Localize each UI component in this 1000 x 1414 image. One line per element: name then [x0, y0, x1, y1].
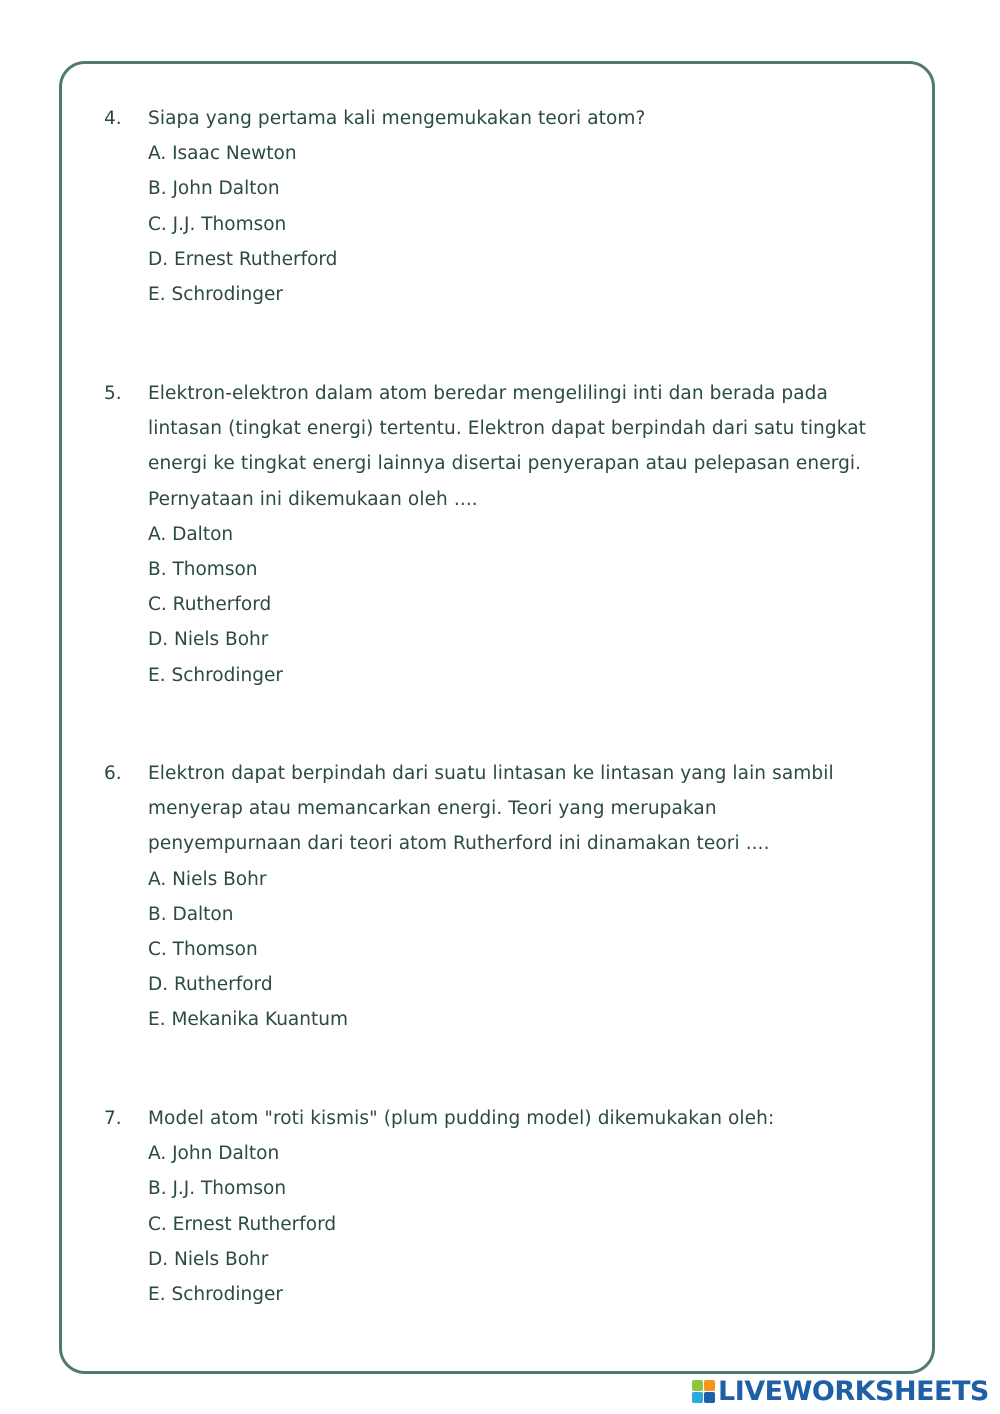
brand-name: LIVEWORKSHEETS	[718, 1375, 989, 1407]
option-a[interactable]: A. Niels Bohr	[148, 868, 267, 890]
question-text-line: lintasan (tingkat energi) tertentu. Elektron dapat berpindah dari satu tingkat	[148, 418, 867, 440]
option-c[interactable]: C. J.J. Thomson	[148, 213, 287, 235]
question-text-line: menyerap atau memancarkan energi. Teori yang merupakan	[148, 798, 717, 820]
question-text-line: Elektron dapat berpindah dari suatu lintasan ke lintasan yang lain sambil	[148, 763, 834, 784]
option-a[interactable]: A. John Dalton	[148, 1143, 280, 1165]
option-d[interactable]: D. Niels Bohr	[148, 629, 269, 651]
question-text-line: Pernyataan ini dikemukaan oleh ....	[148, 488, 478, 510]
question-4	[104, 101, 904, 312]
option-c[interactable]: C. Thomson	[148, 939, 258, 961]
liveworksheets-brand	[692, 1376, 989, 1406]
answer-options	[148, 136, 904, 312]
option-c[interactable]: C. Ernest Rutherford	[148, 1213, 337, 1235]
question-text-line: energi ke tingkat energi lainnya disertai penyerapan atau pelepasan energi.	[148, 453, 862, 475]
answer-options	[148, 1136, 904, 1312]
question-number: 6.	[104, 763, 122, 784]
question-text: Siapa yang pertama kali mengemukakan teori atom?	[148, 108, 646, 129]
logo-square-v	[692, 1392, 703, 1403]
option-b[interactable]: B. John Dalton	[148, 178, 280, 200]
question-number: 7.	[104, 1108, 122, 1129]
question-text-line: penyempurnaan dari teori atom Rutherford ini dinamakan teori ....	[148, 833, 770, 855]
question-number: 4.	[104, 108, 122, 129]
option-d[interactable]: D. Niels Bohr	[148, 1248, 269, 1270]
option-c[interactable]: C. Rutherford	[148, 594, 272, 616]
question-5	[104, 376, 904, 693]
option-e[interactable]: E. Schrodinger	[148, 664, 283, 686]
option-a[interactable]: A. Dalton	[148, 523, 234, 545]
question-text-line: Elektron-elektron dalam atom beredar mengelilingi inti dan berada pada	[148, 383, 828, 404]
option-e[interactable]: E. Mekanika Kuantum	[148, 1009, 348, 1031]
question-6	[104, 756, 904, 1038]
option-b[interactable]: B. Dalton	[148, 903, 234, 925]
option-d[interactable]: D. Rutherford	[148, 974, 273, 996]
option-e[interactable]: E. Schrodinger	[148, 284, 283, 306]
option-d[interactable]: D. Ernest Rutherford	[148, 248, 338, 270]
answer-options	[148, 862, 904, 1038]
logo-square-e	[704, 1392, 715, 1403]
option-a[interactable]: A. Isaac Newton	[148, 143, 297, 165]
question-7	[104, 1101, 904, 1312]
liveworksheets-logo-icon	[692, 1380, 715, 1403]
option-e[interactable]: E. Schrodinger	[148, 1284, 283, 1306]
option-b[interactable]: B. Thomson	[148, 559, 258, 581]
answer-options	[148, 517, 904, 693]
option-b[interactable]: B. J.J. Thomson	[148, 1178, 287, 1200]
question-text: Model atom "roti kismis" (plum pudding model) dikemukakan oleh:	[148, 1108, 775, 1129]
question-number: 5.	[104, 383, 122, 404]
logo-square-i	[704, 1380, 715, 1391]
logo-square-l	[692, 1380, 703, 1391]
